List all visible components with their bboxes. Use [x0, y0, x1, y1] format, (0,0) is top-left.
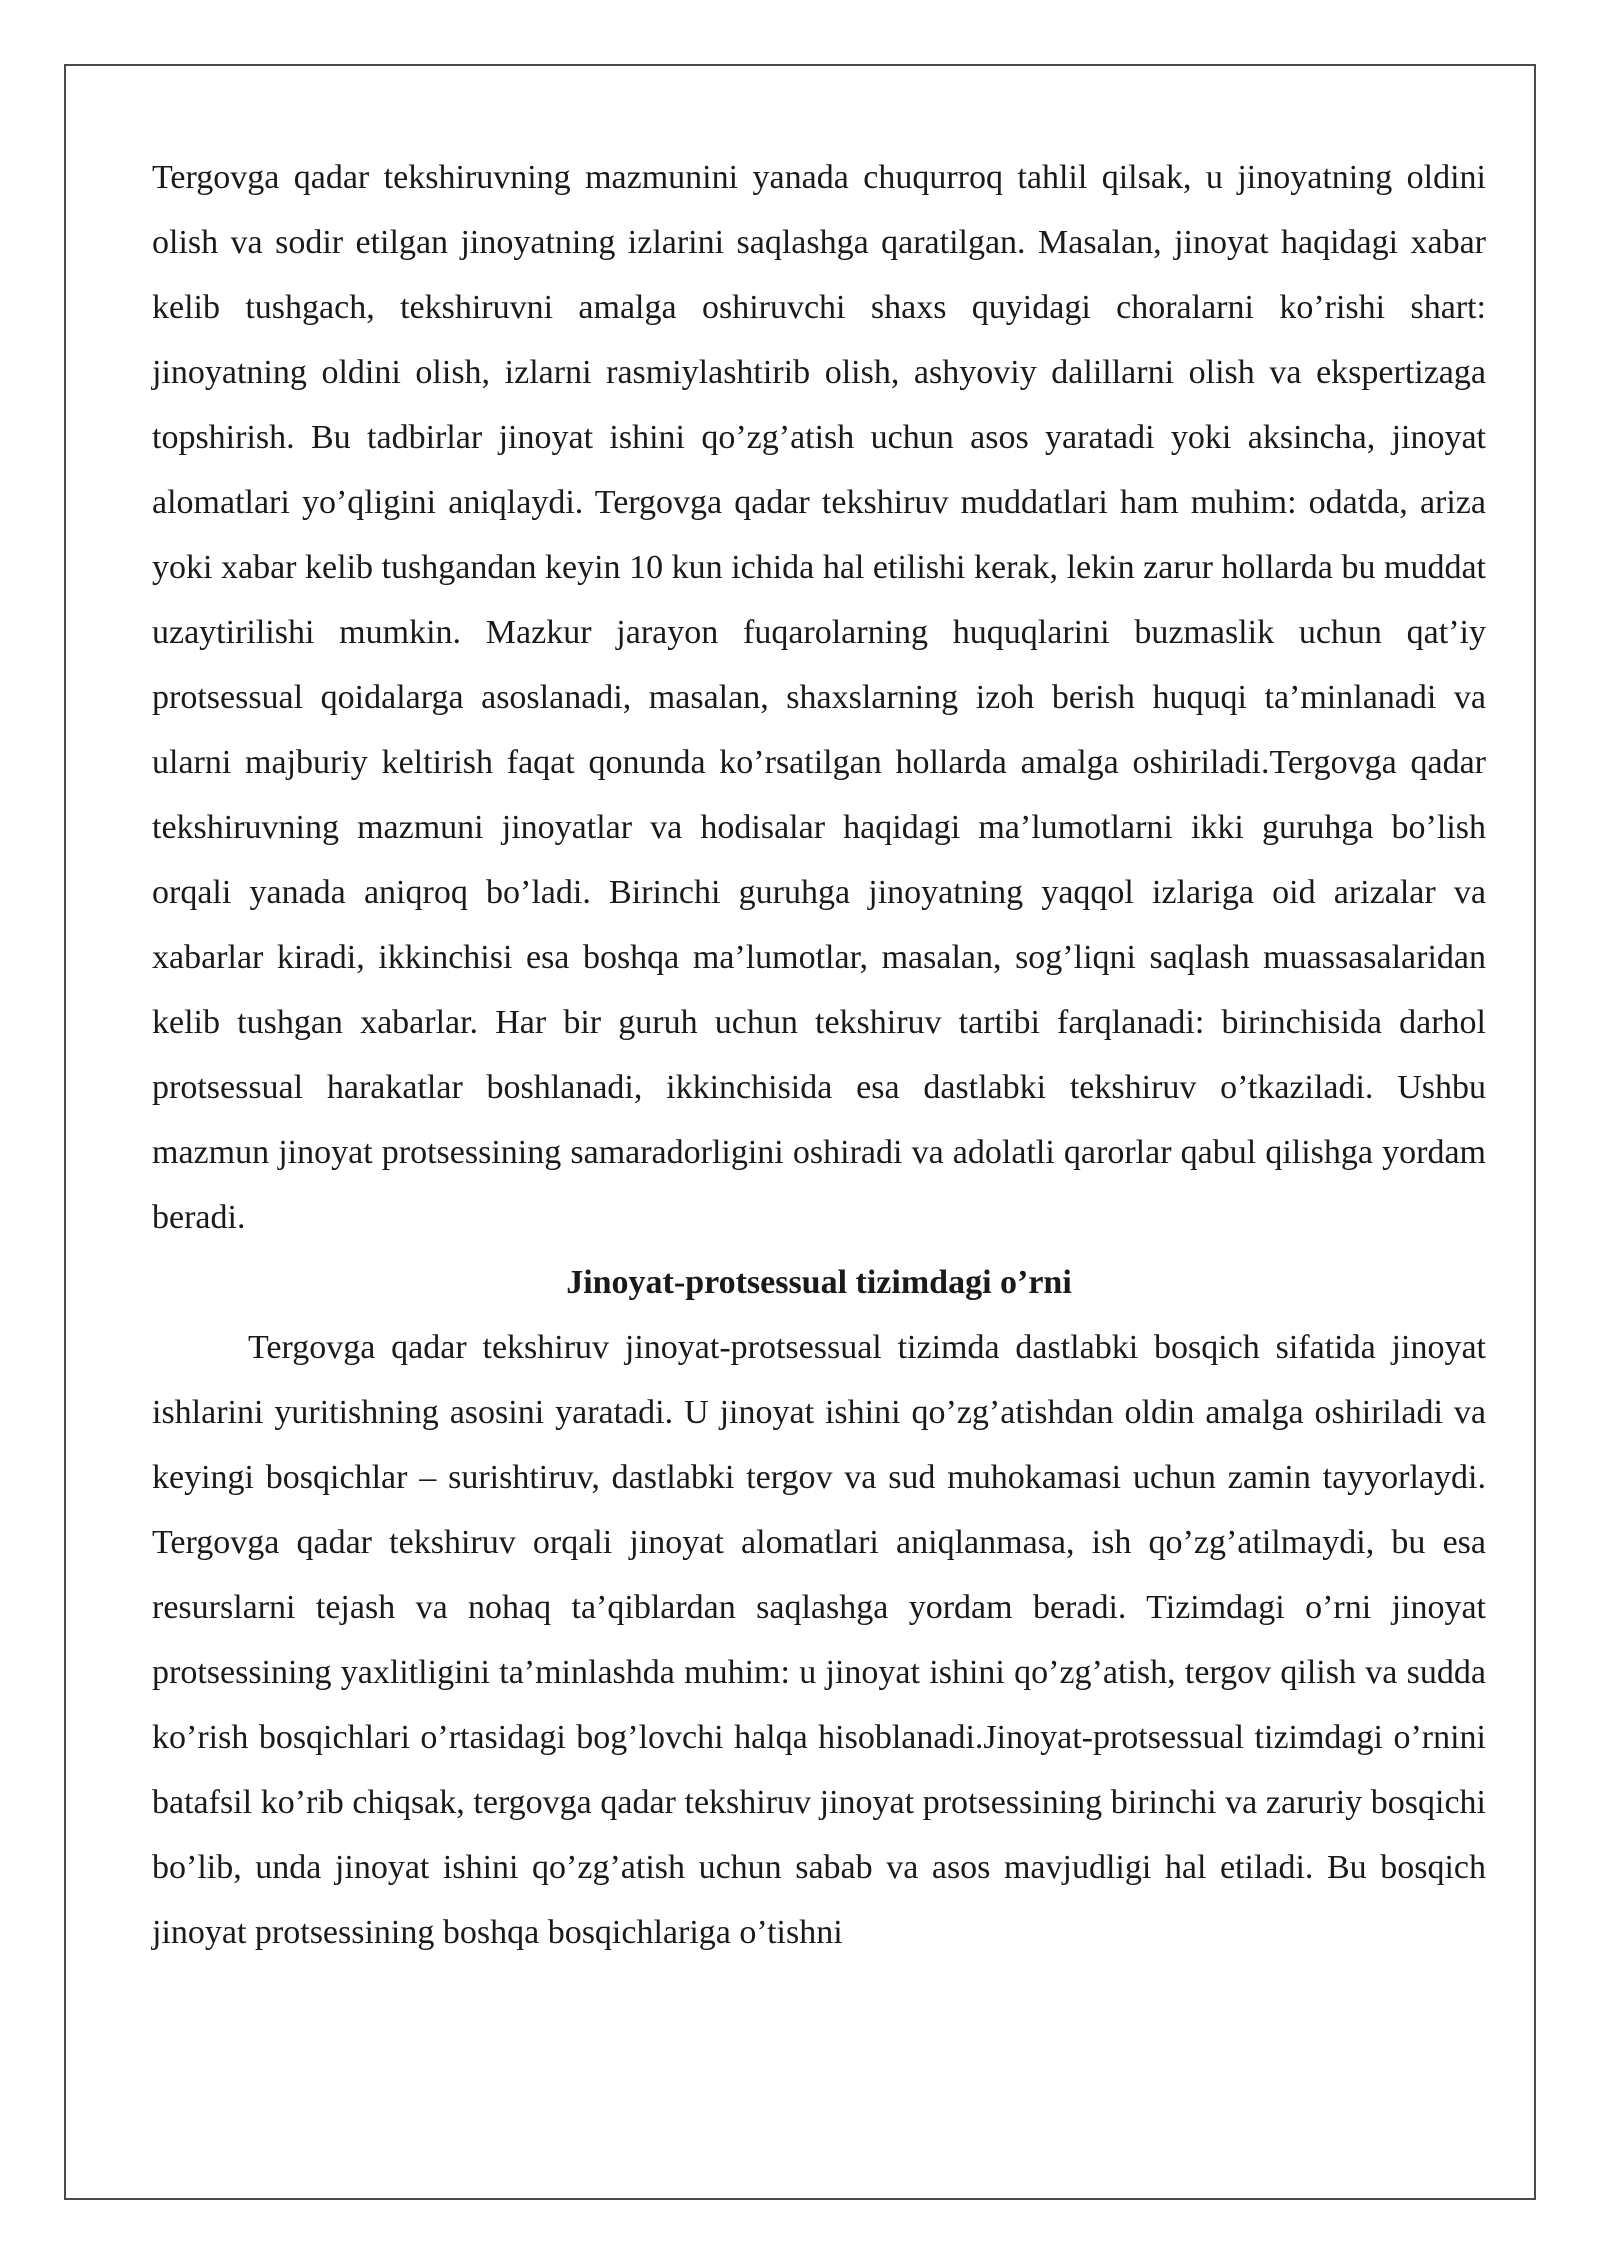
body-paragraph-2: Tergovga qadar tekshiruv jinoyat-protsessual tizimda dastlabki bosqich sifatida jinoyat ishlarini yuritishning asosini yaratadi. U jinoyat ishini qo’zg’atishdan oldin amalga oshiriladi va keyingi bosqichlar – surishtiruv, dastlabki tergov va sud muhokamasi uchun zamin tayyorlaydi. Tergovga qadar tekshiruv orqali jinoyat alomatlari aniqlanmasa, ish qo’zg’atilmaydi, bu esa resurslarni tejash va nohaq ta’qiblardan saqlashga yordam beradi. Tizimdagi o’rni jinoyat protsessining yaxlitligini ta’minlashda muhim: u jinoyat ishini qo’zg’atish, tergov qilish va sudda ko’rish bosqichlari o’rtasidagi bog’lovchi halqa hisoblanadi.Jinoyat-protsessual tizimdagi o’rnini batafsil ko’rib chiqsak, tergovga qadar tekshiruv jinoyat protsessining birinchi va zaruriy bosqichi bo’lib, unda jinoyat ishini qo’zg’atish uchun sabab va asos mavjudligi hal etiladi. Bu bosqich jinoyat protsessining boshqa bosqichlariga o’tishni	[152, 1329, 1486, 1951]
section-heading: Jinoyat-protsessual tizimdagi o’rni	[566, 1264, 1072, 1301]
body-paragraph-1: Tergovga qadar tekshiruvning mazmunini yanada chuqurroq tahlil qilsak, u jinoyatning oldini olish va sodir etilgan jinoyatning izlarini saqlashga qaratilgan. Masalan, jinoyat haqidagi xabar kelib tushgach, tekshiruvni amalga oshiruvchi shaxs quyidagi choralarni ko’rishi shart: jinoyatning oldini olish, izlarni rasmiylashtirib olish, ashyoviy dalillarni olish va ekspertizaga topshirish. Bu tadbirlar jinoyat ishini qo’zg’atish uchun asos yaratadi yoki aksincha, jinoyat alomatlari yo’qligini aniqlaydi. Tergovga qadar tekshiruv muddatlari ham muhim: odatda, ariza yoki xabar kelib tushgandan keyin 10 kun ichida hal etilishi kerak, lekin zarur hollarda bu muddat uzaytirilishi mumkin. Mazkur jarayon fuqarolarning huquqlarini buzmaslik uchun qat’iy protsessual qoidalarga asoslanadi, masalan, shaxslarning izoh berish huquqi ta’minlanadi va ularni majburiy keltirish faqat qonunda ko’rsatilgan hollarda amalga oshiriladi.Tergovga qadar tekshiruvning mazmuni jinoyatlar va hodisalar haqidagi ma’lumotlarni ikki guruhga bo’lish orqali yanada aniqroq bo’ladi. Birinchi guruhga jinoyatning yaqqol izlariga oid arizalar va xabarlar kiradi, ikkinchisi esa boshqa ma’lumotlar, masalan, sog’liqni saqlash muassasalaridan kelib tushgan xabarlar. Har bir guruh uchun tekshiruv tartibi farqlanadi: birinchisida darhol protsessual harakatlar boshlanadi, ikkinchisida esa dastlabki tekshiruv o’tkaziladi. Ushbu mazmun jinoyat protsessining samaradorligini oshiradi va adolatli qarorlar qabul qilishga yordam beradi.	[152, 159, 1486, 1236]
document-body	[152, 145, 1486, 1965]
